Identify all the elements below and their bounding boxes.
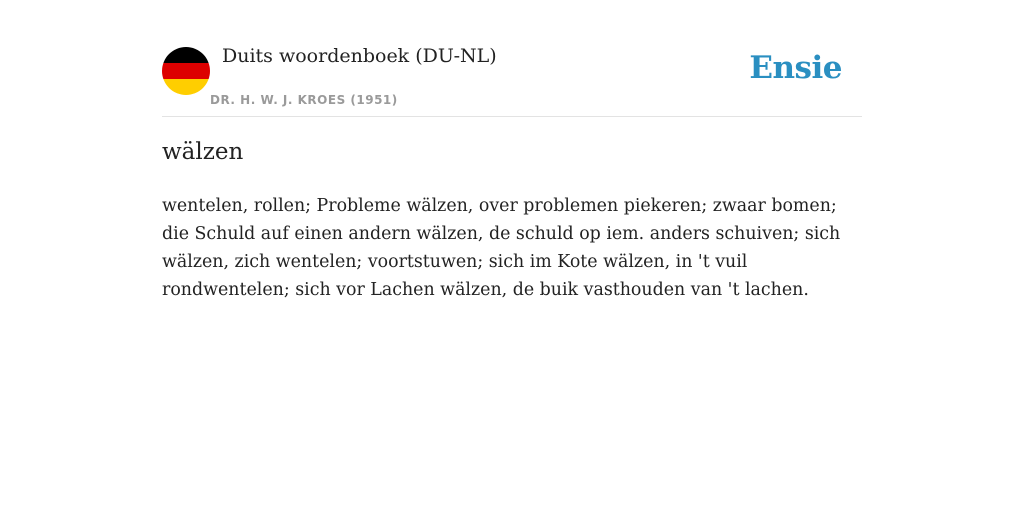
dictionary-title[interactable]: Duits woordenboek (DU-NL) (222, 45, 497, 67)
flag-stripe-red (162, 63, 210, 79)
flag-stripe-gold (162, 79, 210, 95)
german-flag-icon (162, 47, 210, 95)
dictionary-author: DR. H. W. J. KROES (1951) (210, 93, 398, 107)
ensie-logo-link[interactable]: Ensie (749, 50, 842, 86)
entry-definition: wentelen, rollen; Probleme wälzen, over problemen piekeren; zwaar bomen; die Schuld auf einen andern wälzen, de schuld op iem. anders schuiven; sich wälzen, zich wentelen; voortstuwen; sich im Kote wälzen, in 't vuil rondwentelen; sich vor Lachen wälzen, de buik vasthouden van 't lachen. (162, 196, 841, 300)
entry-headword: wälzen (162, 139, 244, 165)
dictionary-header (162, 0, 862, 117)
flag-stripe-black (162, 47, 210, 63)
